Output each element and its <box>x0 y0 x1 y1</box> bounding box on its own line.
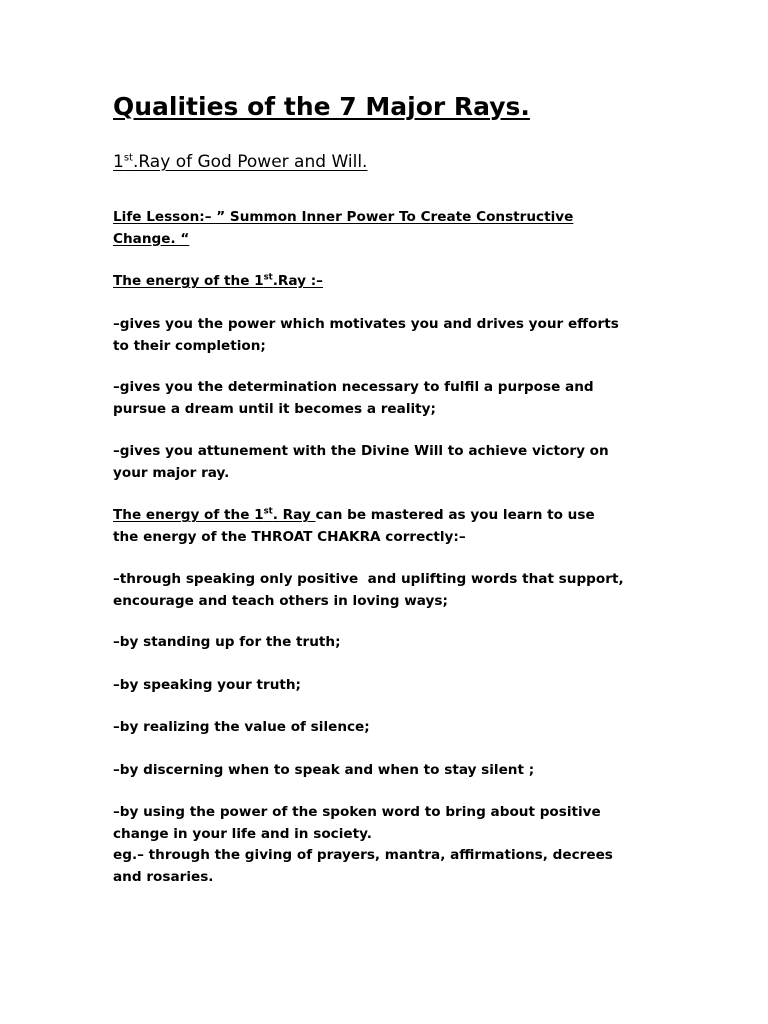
by-item: –by realizing the value of silence; <box>113 719 370 735</box>
gives-paragraph <box>113 314 673 357</box>
mastery-superscript: st <box>263 506 273 517</box>
gives-paragraph <box>113 441 673 484</box>
mastery-paragraph <box>113 505 673 548</box>
ray-heading-text: .Ray of God Power and Will. <box>132 152 368 172</box>
gives-line-1: –gives you the power which motivates you and drives your efforts <box>113 316 619 332</box>
ray-heading <box>113 150 367 174</box>
energy-heading <box>113 271 673 293</box>
gives-line-2: to their completion; <box>113 337 266 354</box>
spoken-word-line-2: change in your life and in society. <box>113 825 372 842</box>
speaking-line-1: –through speaking only positive and uplifting words that support, <box>113 571 624 587</box>
energy-heading-superscript: st <box>263 272 273 283</box>
mastery-suffix: . Ray <box>272 507 316 523</box>
spoken-word-line-3: eg.– through the giving of prayers, mantra, affirmations, decrees <box>113 847 613 863</box>
gives-line-2: your major ray. <box>113 464 230 481</box>
spoken-word-line-4: and rosaries. <box>113 868 214 885</box>
by-item: –by speaking your truth; <box>113 677 301 693</box>
speaking-paragraph <box>113 569 673 612</box>
ray-heading-number: 1 <box>113 152 124 172</box>
life-lesson <box>113 207 673 250</box>
energy-heading-suffix: .Ray :– <box>272 273 323 289</box>
by-item: –by standing up for the truth; <box>113 634 341 650</box>
life-lesson-line-2: Change. “ <box>113 230 190 247</box>
mastery-line-1 <box>113 505 673 527</box>
gives-line-1: –gives you the determination necessary to fulfil a purpose and <box>113 379 594 395</box>
document-title: Qualities of the 7 Major Rays. <box>113 92 530 121</box>
spoken-word-paragraph <box>113 802 673 888</box>
mastery-line-2: the energy of the THROAT CHAKRA correctly:– <box>113 528 466 545</box>
ray-heading-superscript: st <box>123 152 133 164</box>
mastery-underlined-phrase <box>113 507 315 523</box>
speaking-line-2: encourage and teach others in loving ways; <box>113 592 448 609</box>
by-item: –by discerning when to speak and when to stay silent ; <box>113 762 535 778</box>
mastery-prefix: The energy of the 1 <box>113 507 264 523</box>
gives-line-1: –gives you attunement with the Divine Will to achieve victory on <box>113 443 609 459</box>
mastery-rest: can be mastered as you learn to use <box>315 507 595 523</box>
energy-heading-prefix: The energy of the 1 <box>113 273 264 289</box>
gives-paragraph <box>113 377 673 420</box>
spoken-word-line-1: –by using the power of the spoken word to bring about positive <box>113 804 601 820</box>
life-lesson-line-1: Life Lesson:– ” Summon Inner Power To Create Constructive <box>113 209 574 225</box>
gives-line-2: pursue a dream until it becomes a reality; <box>113 400 436 417</box>
